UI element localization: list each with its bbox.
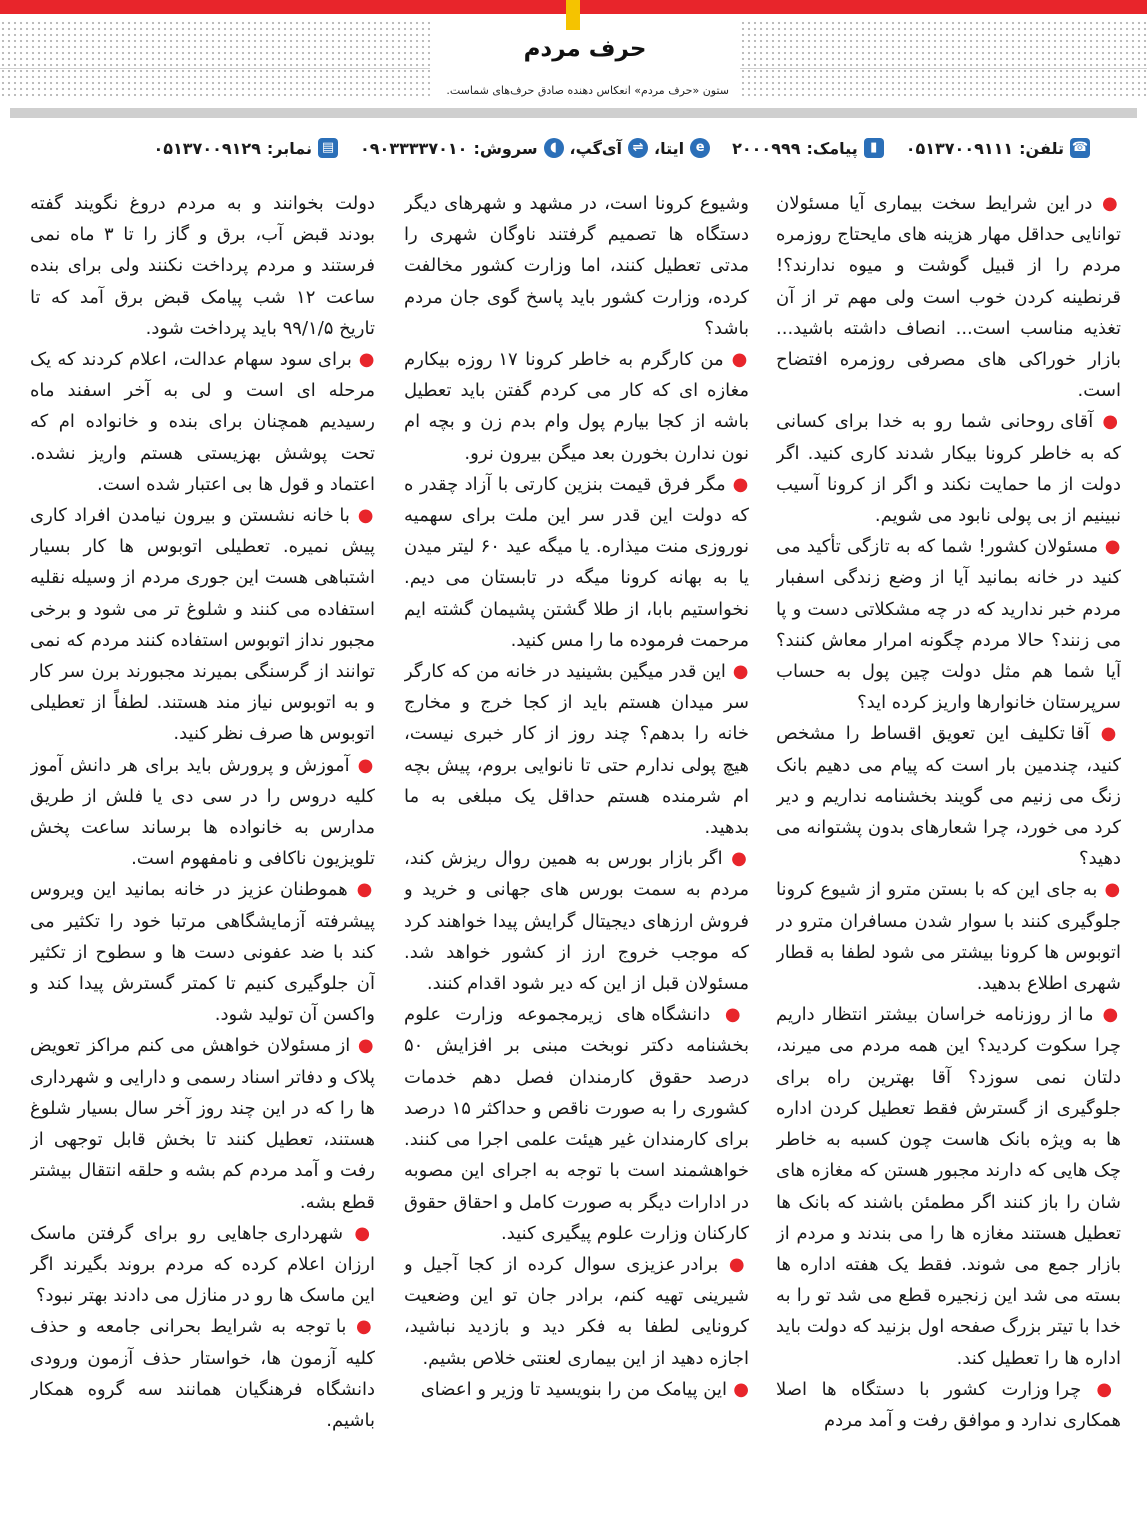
message-text: به جای این که با بستن مترو از شیوع کرونا جلوگیری کنند با سوار شدن مسافران مترو در اتوبوس ها کرونا بیشتر می شود لطفا به قطار شهری اطلاع بدهید.	[776, 879, 1121, 995]
phone-label: تلفن:	[1019, 138, 1064, 158]
column-middle	[404, 188, 749, 1508]
message-text: آقا تکلیف این تعویق اقساط را مشخص کنید، چندمین بار است که پیام می دهیم بانک زنگ می زنیم می گویند بخشنامه نداریم و دیر کرد می خورد، چرا شعارهای بدون پشتوانه می دهید؟	[776, 723, 1121, 870]
sms-label: پیامک:	[806, 138, 858, 158]
bullet-icon: ●	[722, 848, 749, 870]
bullet-icon: ●	[1089, 723, 1121, 745]
soroush-label: سروش:	[473, 138, 538, 158]
bullet-icon: ●	[1092, 193, 1121, 214]
bullet-icon: ●	[347, 879, 375, 901]
bullet-icon: ●	[346, 1316, 375, 1338]
message-text: برادر عزیزی سوال کرده از کجا آجیل و شیرینی تهیه کنم، برادر جان تو این وضعیت کرونایی لطفا به فکر دید و بازدید نباشید، اجازه دهید از این بیماری لعنتی خلاص بشیم.	[404, 1253, 749, 1369]
message-item	[30, 344, 375, 500]
message-item	[30, 874, 375, 1030]
message-text: اگر بازار بورس به همین روال ریزش کند، مردم به سمت بورس های جهانی و خرید و فروش ارزهای دیجیتال گرایش پیدا خواهند کرد که موجب خروج ارز از کشور خواهد شد. مسئولان قبل از این که دیر شود اقدام کنند.	[404, 848, 749, 995]
message-item	[30, 500, 375, 750]
message-item	[404, 188, 749, 344]
bullet-icon: ●	[718, 1253, 749, 1275]
message-item	[776, 1374, 1121, 1436]
message-text: این قدر میگین بشینید در خانه من که کارگر سر میدان هستم باید از کجا خرج و مخارج خانه را بدهم؟ چند روز از کار خبری نیست، هیچ پولی ندارم حتی تا نانوایی بروم، پیش بچه ام شرمنده هستم حداقل یک مبلغی به ما بدهید.	[404, 661, 749, 839]
contact-sms	[732, 138, 884, 158]
title-box	[430, 30, 740, 80]
bullet-icon: ●	[727, 1378, 749, 1400]
message-text: چرا وزارت کشور با دستگاه ها اصلا همکاری ندارد و موافق رفت و آمد مردم	[776, 1378, 1121, 1431]
message-text: شهرداری جاهایی رو برای گرفتن ماسک ارزان اعلام کرده که مردم بروند بگیرند اگر این ماسک ها رو در منازل می دادند بهتر نبود؟	[30, 1222, 375, 1307]
message-text: دولت بخوانند و به مردم دروغ نگویند گفته بودند قبض آب، برق و گاز را تا ۳ ماه نمی فرستند و مردم پرداخت نکنند ولی برای بنده ساعت ۱۲ شب پیامک قبض برق آمد که تا تاریخ ۹۹/۱/۵ باید پرداخت شود.	[30, 193, 375, 339]
message-item	[30, 1311, 375, 1436]
bullet-icon: ●	[1093, 411, 1121, 433]
message-text: دانشگاه های زیرمجموعه وزارت علوم بخشنامه دکتر نوبخت مبنی بر افزایش ۵۰ درصد حقوق کارمندان فصل دهم خدمات کشوری را به صورت ناقص و حداکثر ۱۵ درصد برای کارمندان غیر هیئت علمی اجرا می کنند. خواهشمند است با توجه به اجرای این مصوبه در ادارات دیگر به صورت کامل و احقاق حقوق کارکنان وزارت علوم پیگیری کنید.	[404, 1004, 749, 1244]
message-text: با توجه به شرایط بحرانی جامعه و حذف کلیه آزمون ها، خواستار حذف آزمون ورودی دانشگاه فرهنگیان همانند سه گروه همکار باشیم.	[30, 1316, 375, 1431]
bullet-icon: ●	[350, 1035, 375, 1057]
bullet-icon: ●	[710, 1004, 749, 1026]
bullet-icon: ●	[723, 349, 749, 371]
message-item	[776, 188, 1121, 406]
message-item	[404, 656, 749, 843]
message-item	[776, 531, 1121, 718]
bullet-icon: ●	[725, 661, 749, 683]
bullet-icon: ●	[1081, 1378, 1121, 1400]
message-text: ما از روزنامه خراسان بیشتر انتظار داریم چرا سکوت کردید؟ این همه مردم می میرند، دلتان نمی سوزد؟ آقا بهترین راه برای جلوگیری از گسترش فقط تعطیل کردن اداره ها به ویژه بانک هاست چون کسبه به خاطر چک هایی که دارند مجبور هستن که مغازه های شان را باز کنند اگر مطمئن باشند که بانک ها تعطیل هستند مغازه ها را می بندند و مردم از بازار جمع می شوند. فقط یک هفته اداره ها بسته می شد این زنجیره قطع می شد تو را به خدا با تیتر بزرگ صفحه اول بزنید که دولت باید اداره ها را تعطیل کند.	[776, 1004, 1121, 1369]
message-text: وشیوع کرونا است، در مشهد و شهرهای دیگر دستگاه ها تصمیم گرفتند ناوگان شهری را مدتی تعطیل کنند، اما وزارت کشور مخالفت کرده، وزارت کشور باید پاسخ گوی جان مردم باشد؟	[404, 193, 749, 339]
message-text: این پیامک من را بنویسید تا وزیر و اعضای	[420, 1378, 728, 1400]
message-item	[776, 406, 1121, 531]
contact-messengers	[360, 138, 710, 158]
bullet-icon: ●	[351, 349, 375, 371]
message-item	[404, 843, 749, 999]
page-subtitle: ستون «حرف مردم» انعکاس دهنده صادق حرف‌های شماست.	[446, 84, 729, 97]
phone-icon: ☎	[1070, 138, 1090, 158]
bullet-icon: ●	[1097, 879, 1121, 901]
soroush-icon: ◖	[544, 138, 564, 158]
mobile-icon: ▮	[864, 138, 884, 158]
contact-phone	[906, 138, 1090, 158]
phone-number: ۰۵۱۳۷۰۰۹۱۱۱	[905, 138, 1014, 158]
message-text: از مسئولان خواهش می کنم مراکز تعویض پلاک و دفاتر اسناد رسمی و دارایی و شهرداری ها را که در این چند روز آخر سال بسیار شلوغ هستند، تعطیل کنند تا بخش قابل توجهی از رفت و آمد مردم کم بشه و حلقه انتقال بیشتر قطع بشه.	[30, 1035, 375, 1213]
eitaa-icon: e	[690, 138, 710, 158]
fax-icon: ▤	[318, 138, 338, 158]
message-text: مسئولان کشور! شما که به تازگی تأکید می کنید در خانه بمانید آیا از وضع زندگی اسفبار مردم خبر ندارید که در چه مشکلاتی دست و پا می زنند؟ حالا مردم چگونه امرار معاش کنند؟ آیا شما هم مثل دولت چین پول به حساب سرپرستان خانوارها واریز کرده اید؟	[776, 536, 1121, 714]
fax-label: نمابر:	[266, 138, 313, 158]
bullet-icon: ●	[349, 505, 375, 527]
contact-fax	[153, 138, 338, 158]
eitaa-label: ایتا،	[654, 138, 685, 158]
message-text: در این شرایط سخت بیماری آیا مسئولان توانایی حداقل مهار هزینه های مایحتاج روزمره مردم را از قبیل گوشت و میوه ندارند؟! قرنطینه کردن خوب است ولی مهم تر از آن تغذیه مناسب است... انصاف داشته باشید... بازار خوراکی های مصرفی روزمره افتضاح است.	[776, 193, 1121, 402]
message-item	[404, 1374, 749, 1405]
message-item	[30, 750, 375, 875]
message-text: آقای روحانی شما رو به خدا برای کسانی که به خاطر کرونا بیکار شدند کاری کنید. اگر دولت از ما حمایت نکند و اگر از کرونا آسیب نبینیم از بی پولی نابود می شویم.	[776, 411, 1121, 527]
dotted-pattern-left	[0, 20, 430, 100]
sms-number: ۲۰۰۰۹۹۹	[732, 138, 801, 158]
bullet-icon: ●	[1098, 536, 1121, 558]
message-text: مگر فرق قیمت بنزین کارتی با آزاد چقدر ه که دولت این قدر سر این ملت برای سهمیه نوروزی منت میذاره. یا میگه عید ۶۰ لیتر میدن یا به بهانه کرونا میگه در تابستان می دیم. نخواستیم بابا، از طلا گشتن پشیمان گشته ایم مرحمت فرموده ما را مس کنید.	[404, 473, 749, 651]
message-item	[30, 188, 375, 344]
grey-band	[10, 108, 1137, 118]
igap-label: آی‌گپ،	[569, 138, 623, 158]
messenger-number: ۰۹۰۳۳۳۳۷۰۱۰	[360, 138, 468, 158]
message-item	[776, 874, 1121, 999]
message-text: هموطنان عزیز در خانه بمانید این ویروس پیشرفته آزمایشگاهی مرتبا خود را تکثیر می کند با ضد عفونی دست ها و سطوح از تکثیر آن جلوگیری کنیم تا کمتر گسترش پیدا کند و واکسن آن تولید شود.	[30, 879, 375, 1026]
message-item	[404, 344, 749, 469]
bullet-icon: ●	[725, 473, 749, 495]
igap-icon: ⇌	[628, 138, 648, 158]
column-right	[776, 188, 1121, 1508]
message-text: برای سود سهام عدالت، اعلام کردند که یک مرحله ای است و لی به آخر اسفند ماه رسیدیم همچنان برای بنده و خانواده ام که تحت پوشش بهزیستی هستم واریز نشده. اعتماد و قول ها بی اعتبار شده است.	[30, 349, 375, 495]
message-text: آموزش و پرورش باید برای هر دانش آموز کلیه دروس را در سی دی یا فلش از طریق مدارس به خانواده ها برساند ساعت پخش تلویزیون ناکافی و نامفهوم است.	[30, 754, 375, 870]
contact-bar	[60, 132, 1090, 164]
message-text: من کارگرم به خاطر کرونا ۱۷ روزه بیکارم مغازه ای که کار می کردم گفتن باید تعطیل باشه از کجا بیارم پول وام بدم زن و بچه ام نون ندارن بخورن بعد میگن بیرون نرو.	[404, 349, 749, 464]
message-item	[404, 1249, 749, 1374]
message-item	[776, 718, 1121, 874]
bullet-icon: ●	[1093, 1004, 1121, 1026]
message-item	[30, 1218, 375, 1312]
page-title: حرف مردم	[523, 36, 647, 62]
message-text: با خانه نشستن و بیرون نیامدن افراد کاری پیش نمیره. تعطیلی اتوبوس ها کار بسیار اشتباهی هست این جوری مردم از وسیله نقلیه استفاده می کنند و شلوغ تر می شود و برخی مجبور نداز اتوبوس استفاده کنند مردم که نمی توانند از گرسنگی بمیرند مجبورند برن سر کار و به اتوبوس نیاز مند هستند. لطفاً از تعطیلی اتوبوس ها صرف نظر کنید.	[30, 505, 375, 745]
message-item	[776, 999, 1121, 1373]
column-left	[30, 188, 375, 1508]
bullet-icon: ●	[349, 754, 375, 776]
dotted-pattern-right	[740, 20, 1147, 100]
message-item	[404, 999, 749, 1249]
message-item	[30, 1030, 375, 1217]
message-item	[404, 469, 749, 656]
top-yellow-tab	[566, 0, 580, 32]
fax-number: ۰۵۱۳۷۰۰۹۱۲۹	[153, 138, 261, 158]
bullet-icon: ●	[343, 1222, 375, 1244]
